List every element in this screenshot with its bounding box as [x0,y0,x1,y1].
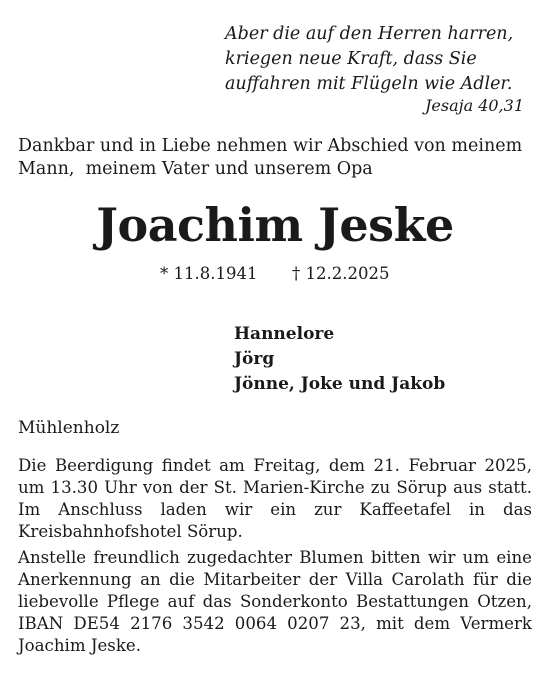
family-list [234,322,445,397]
deceased-name: Joachim Jeske [96,198,454,252]
quote-reference: Jesaja 40,31 [424,96,524,115]
intro-line: Mann, meinem Vater und unserem Opa [18,159,373,179]
family-member: Hannelore [234,324,335,344]
intro-line: Dankbar und in Liebe nehmen wir Abschied von meinem [18,136,523,156]
place-name: Mühlenholz [18,418,120,438]
family-member: Jörg [234,349,275,369]
intro-text [18,135,538,181]
quote-line: Aber die auf den Herren harren, [225,24,514,44]
bible-quote [225,22,535,97]
birth-date: * 11.8.1941 [160,264,258,283]
family-member: Jönne, Joke und Jakob [234,374,446,394]
funeral-details: Die Beerdigung findet am Freitag, dem 21. Februar 2025, um 13.30 Uhr von der St. Marien-Kirche zu Sörup aus statt. Im Anschluss laden wir ein zur Kaffeetafel in das Kreisbahnhofshotel Sörup. [18,456,532,541]
death-date: † 12.2.2025 [292,264,390,283]
donation-notice: Anstelle freundlich zugedachter Blumen bitten wir um eine Anerkennung an die Mitarbeiter der Villa Carolath für die liebevolle Pflege auf das Sonderkonto Bestattungen Otzen, IBAN DE54 2176 3542 0064 0207 23, mit dem Vermerk Joachim Jeske. [18,548,532,655]
quote-line: kriegen neue Kraft, dass Sie [225,49,477,69]
quote-line: auffahren mit Flügeln wie Adler. [225,74,513,94]
